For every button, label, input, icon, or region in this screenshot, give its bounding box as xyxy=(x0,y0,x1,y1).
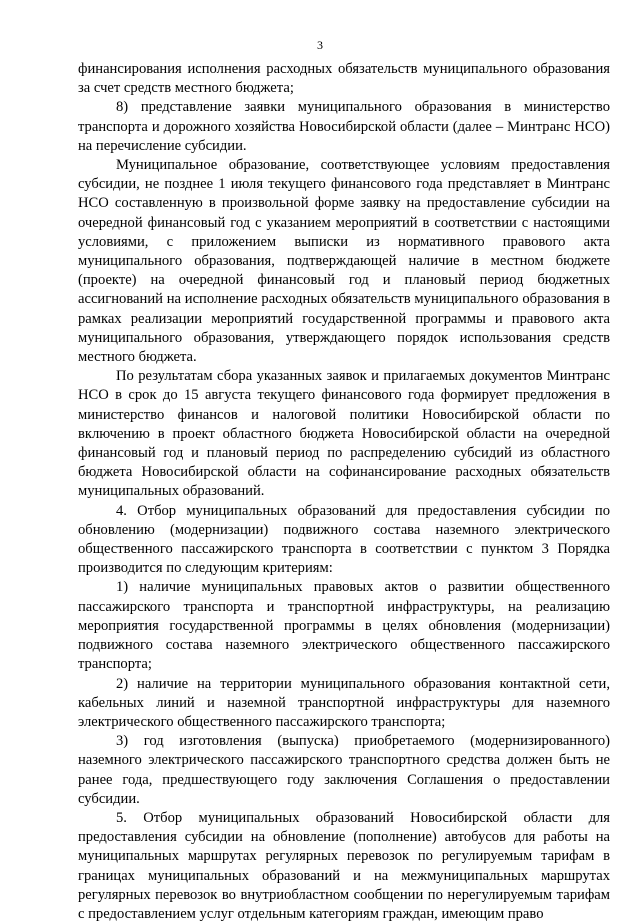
page-number: 3 xyxy=(317,38,323,52)
paragraph-section-4: 4. Отбор муниципальных образований для предоставления субсидии по обновлению (модернизации) подвижного состава наземного электрического общественного пассажирского транспорта в соответствии с пунктом 3 Порядка производится по следующим критериям: xyxy=(78,502,610,577)
paragraph-application-conditions: Муниципальное образование, соответствующее условиям предоставления субсидии, не позднее 1 июля текущего финансового года представляет в Минтранс НСО составленную в произвольной форме заявку на предоставление субсидии на очередной финансовый год с указанием мероприятий в соответствии с настоящими условиями, с приложением выписки из нормативного правового акта муниципального образования, подтверждающей наличие в местном бюджете (проекте) на очередной финансовый год и плановый период бюджетных ассигнований на исполнение расходных обязательств муниципального образования в рамках реализации мероприятий государственной программы и правового акта муниципального образования, утверждающего порядок использования средств местного бюджета. xyxy=(78,157,610,366)
paragraph-continuation: финансирования исполнения расходных обязательств муниципального образования за счет средств местного бюджета; xyxy=(78,61,610,97)
paragraph-criterion-3: 3) год изготовления (выпуска) приобретаемого (модернизированного) наземного электрического пассажирского транспортного средства должен быть не ранее года, предшествующего году заключения Соглашения о предоставлении субсидии. xyxy=(78,733,610,807)
paragraph-section-5: 5. Отбор муниципальных образований Новосибирской области для предоставления субсидии на обновление (пополнение) автобусов для работы на муниципальных маршрутах регулярных перевозок по регулируемым тарифам в границах муниципальных образований и на межмуниципальных маршрутах регулярных перевозок во внутриобластном сообщении по нерегулируемым тарифам с предоставлением услуг отдельным категориям граждан, имеющим право xyxy=(78,809,610,922)
document-body xyxy=(78,60,610,924)
paragraph-item-8: 8) представление заявки муниципального образования в министерство транспорта и дорожного хозяйства Новосибирской области (далее – Минтранс НСО) на перечисление субсидии. xyxy=(78,99,610,154)
paragraph-criterion-1: 1) наличие муниципальных правовых актов о развитии общественного пассажирского транспорта и транспортной инфраструктуры, на реализацию мероприятия государственной программы в целях обновления (модернизации) подвижного состава наземного электрического общественного пассажирского транспорта; xyxy=(78,579,610,673)
paragraph-application-results: По результатам сбора указанных заявок и прилагаемых документов Минтранс НСО в срок до 15 августа текущего финансового года формирует предложения в министерство финансов и налоговой политики Новосибирской области по включению в проект областного бюджета Новосибирской области на очередной финансовый год и плановый период по распределению субсидий из областного бюджета Новосибирской области на софинансирование расходных обязательств муниципальных образований. xyxy=(78,368,610,500)
paragraph-criterion-2: 2) наличие на территории муниципального образования контактной сети, кабельных линий и наземной транспортной инфраструктуры для наземного электрического общественного пассажирского транспорта; xyxy=(78,675,610,730)
